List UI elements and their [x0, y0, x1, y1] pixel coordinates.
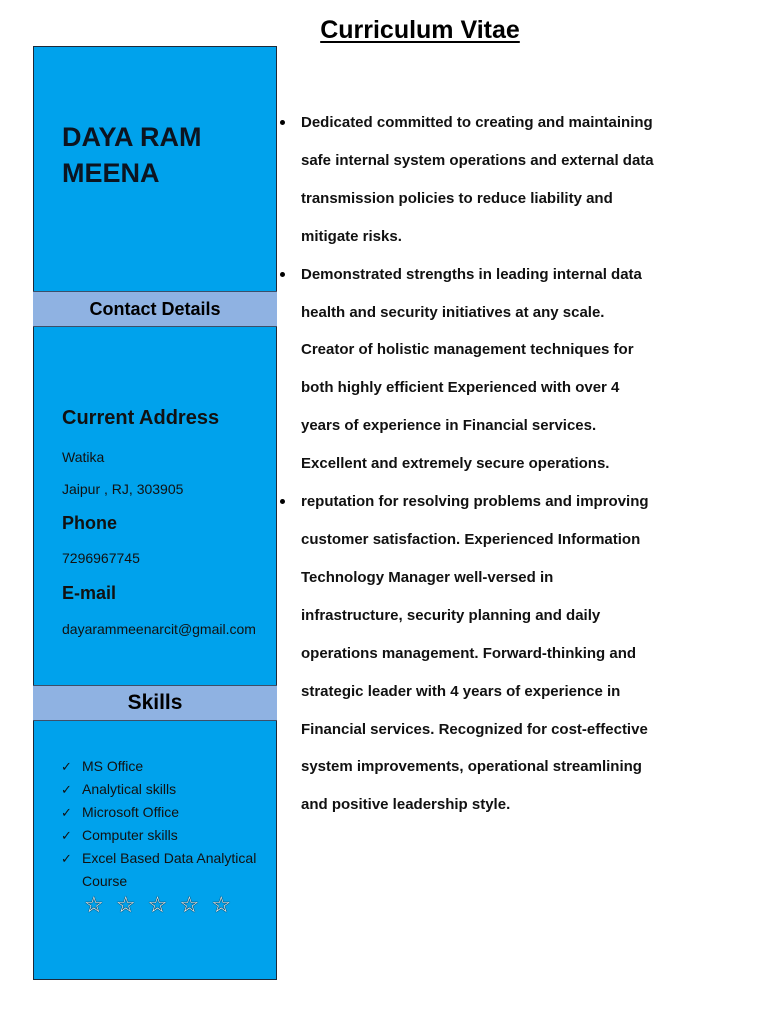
bullet-icon: [280, 120, 285, 125]
document-title: Curriculum Vitae: [320, 16, 520, 44]
email-label: E-mail: [62, 583, 117, 603]
checkmark-icon: ✓: [61, 805, 72, 820]
summary-text: Dedicated committed to creating and maintaining safe internal system operations and external data transmission policies to reduce liability and mitigate risks.: [301, 114, 654, 245]
checkmark-icon: ✓: [61, 759, 72, 774]
skill-item: [61, 778, 273, 801]
skill-label: Microsoft Office: [82, 804, 179, 820]
bullet-icon: [280, 499, 285, 504]
summary-text: reputation for resolving problems and improving customer satisfaction. Experienced Information Technology Manager well-versed in infrastructure, security planning and daily operations management. Forward-thinking and strategic leader with 4 years of experience in Financial services. Recognized for cost-effective system improvements, operational streamlining and positive leadership style.: [301, 493, 649, 814]
skill-label: Excel Based Data Analytical Course: [82, 850, 257, 889]
candidate-name: DAYA RAM MEENA: [62, 122, 202, 188]
checkmark-icon: ✓: [61, 828, 72, 843]
checkmark-icon: ✓: [61, 851, 72, 866]
skill-label: Analytical skills: [82, 781, 177, 797]
phone-label: Phone: [62, 513, 118, 533]
current-address-label: Current Address: [62, 407, 220, 429]
skill-item: [61, 847, 273, 893]
summary-text: Demonstrated strengths in leading internal data health and security initiatives at any scale. Creator of holistic management techniques for both highly efficient Experienced with over 4 years of experience in Financial services. Excellent and extremely secure operations.: [301, 265, 642, 473]
bullet-icon: [280, 272, 285, 277]
skill-item: [61, 755, 273, 778]
skill-item: [61, 824, 273, 847]
summary-list: [276, 104, 656, 824]
phone-number: 7296967745: [62, 550, 140, 566]
summary-item: [276, 483, 656, 824]
skills-list: [61, 755, 273, 893]
star-rating: ☆ ☆ ☆ ☆ ☆: [84, 892, 235, 917]
sidebar-panel: [33, 46, 277, 980]
skills-heading: Skills: [33, 685, 277, 721]
skill-label: MS Office: [82, 758, 144, 774]
skill-label: Computer skills: [82, 827, 178, 843]
summary-item: [276, 256, 656, 483]
skill-item: [61, 801, 273, 824]
summary-item: [276, 104, 656, 256]
address-line-1: Watika: [62, 449, 105, 465]
checkmark-icon: ✓: [61, 782, 72, 797]
address-line-2: Jaipur , RJ, 303905: [62, 481, 184, 497]
email-address[interactable]: dayarammeenarcit@gmail.com: [62, 621, 256, 637]
contact-details-heading: Contact Details: [33, 291, 277, 327]
